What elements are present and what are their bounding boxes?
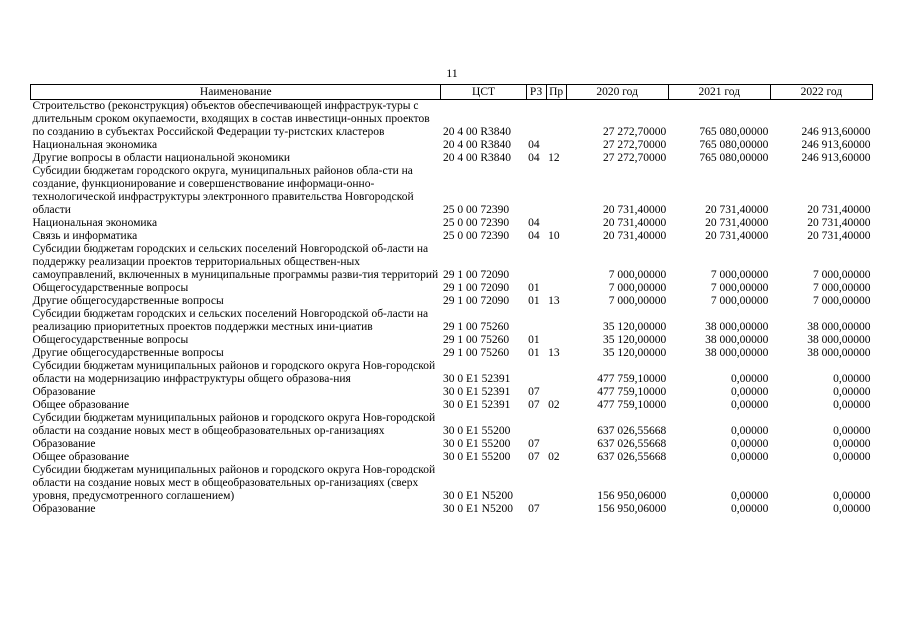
cell-name: Связь и информатика [32,230,138,242]
cell-name: Другие вопросы в области национальной экономики [32,152,291,164]
cell-cst: 29 1 00 75260 [442,347,510,359]
cell-y2022: 0,00000 [833,373,871,385]
cell-pr [546,282,566,295]
cell-y2020: 477 759,10000 [597,373,667,385]
table-row [31,386,873,399]
cell-y2021: 765 080,00000 [699,152,769,164]
cell-y2022: 0,00000 [833,438,871,450]
cell-y2021: 765 080,00000 [699,139,769,151]
cell-y2021: 765 080,00000 [699,126,769,138]
table-row [31,334,873,347]
cell-y2021: 20 731,40000 [705,217,769,229]
cell-cst: 25 0 00 72390 [442,230,510,242]
cell-cst: 29 1 00 72090 [442,282,510,294]
cell-rz: 04 [528,139,540,151]
cell-cst: 30 0 E1 N5200 [442,503,513,515]
cell-y2021: 0,00000 [730,386,769,398]
cell-y2022: 0,00000 [833,490,871,502]
cell-y2021: 0,00000 [730,425,769,437]
cell-pr [546,360,566,386]
cell-name: Общее образование [32,399,130,411]
cell-y2020: 27 272,70000 [602,139,667,151]
table-row [31,438,873,451]
cell-y2020: 7 000,00000 [608,295,667,307]
cell-rz: 07 [528,503,540,515]
cell-name: Образование [32,386,96,398]
cell-name: Субсидии бюджетам муниципальных районов и городского округа Нов-городской области на создание новых мест в общеобразовательных ор-ганизациях (сверх уровня, предусмотренного соглашением) [32,464,436,502]
cell-y2020: 20 731,40000 [602,217,667,229]
cell-cst: 30 0 E1 55200 [442,451,511,463]
table-row [31,230,873,243]
cell-y2020: 20 731,40000 [602,230,667,242]
cell-y2020: 637 026,55668 [597,425,667,437]
cell-y2020: 20 731,40000 [602,204,667,216]
cell-name: Субсидии бюджетам городских и сельских поселений Новгородской об-ласти на поддержку реализации проектов территориальных обществен-ных самоуправлений, включенных в муниципальные программы разви-тия территорий [32,243,439,281]
cell-cst: 30 0 E1 52391 [442,399,511,411]
cell-cst: 29 1 00 72090 [442,295,510,307]
cell-y2021: 20 731,40000 [705,230,769,242]
cell-rz [526,243,546,282]
cell-name: Другие общегосударственные вопросы [32,347,224,359]
cell-cst: 29 1 00 72090 [442,269,510,281]
cell-rz [526,360,546,386]
cell-y2022: 38 000,00000 [807,347,871,359]
cell-y2020: 7 000,00000 [608,269,667,281]
cell-y2022: 7 000,00000 [813,282,871,294]
table-row [31,399,873,412]
cell-y2022: 0,00000 [833,503,871,515]
table-row [31,243,873,282]
header-2021: 2021 год [668,85,770,100]
table-row [31,139,873,152]
cell-rz: 07 [528,451,540,463]
cell-cst: 20 4 00 R3840 [442,126,512,138]
cell-pr [546,243,566,282]
cell-y2022: 246 913,60000 [801,139,871,151]
cell-y2021: 0,00000 [730,438,769,450]
cell-rz: 01 [528,347,540,359]
cell-rz: 07 [528,438,540,450]
table-header-row [31,85,873,100]
cell-pr [546,386,566,399]
cell-name: Общегосударственные вопросы [32,282,189,294]
cell-y2021: 38 000,00000 [705,321,769,333]
cell-pr: 12 [548,152,560,164]
page-number: 11 [446,66,458,80]
cell-y2020: 637 026,55668 [597,438,667,450]
cell-pr [546,464,566,503]
header-rz: РЗ [526,85,546,100]
cell-y2022: 246 913,60000 [801,126,871,138]
cell-name: Национальная экономика [32,217,158,229]
cell-name: Субсидии бюджетам городских и сельских поселений Новгородской об-ласти на реализацию приоритетных проектов поддержки местных ини-циатив [32,308,429,333]
cell-name: Субсидии бюджетам городского округа, муниципальных районов обла-сти на создание, функционирование и совершенствование информаци-онно-технологической инфраструктуры электронного правительства Новгородской области [32,165,414,216]
cell-name: Другие общегосударственные вопросы [32,295,224,307]
table-row [31,360,873,386]
header-name: Наименование [31,85,441,100]
table-row [31,308,873,334]
cell-y2020: 156 950,06000 [597,490,667,502]
cell-cst: 25 0 00 72390 [442,217,510,229]
cell-name: Субсидии бюджетам муниципальных районов и городского округа Нов-городской области на модернизацию инфраструктуры общего образова-ния [32,360,436,385]
header-2022: 2022 год [770,85,872,100]
cell-rz: 04 [528,217,540,229]
cell-y2020: 27 272,70000 [602,126,667,138]
cell-pr [546,334,566,347]
cell-y2022: 38 000,00000 [807,334,871,346]
cell-y2020: 35 120,00000 [602,321,667,333]
cell-pr: 02 [548,451,560,463]
cell-y2022: 7 000,00000 [813,269,871,281]
cell-pr: 13 [548,347,560,359]
cell-y2022: 20 731,40000 [807,217,871,229]
cell-y2021: 7 000,00000 [710,295,769,307]
cell-name: Национальная экономика [32,139,158,151]
cell-y2021: 7 000,00000 [710,269,769,281]
cell-cst: 25 0 00 72390 [442,204,510,216]
cell-name: Общегосударственные вопросы [32,334,189,346]
cell-y2020: 477 759,10000 [597,386,667,398]
cell-name: Образование [32,503,96,515]
cell-rz [526,412,546,438]
cell-y2021: 0,00000 [730,490,769,502]
cell-y2020: 27 272,70000 [602,152,667,164]
cell-pr [546,308,566,334]
cell-rz: 07 [528,386,540,398]
cell-y2020: 35 120,00000 [602,334,667,346]
table-row [31,347,873,360]
table-row [31,451,873,464]
header-2020: 2020 год [566,85,668,100]
cell-name: Субсидии бюджетам муниципальных районов и городского округа Нов-городской области на создание новых мест в общеобразовательных ор-ганизациях [32,412,436,437]
table-row [31,217,873,230]
header-cst: ЦСТ [441,85,526,100]
cell-rz [526,308,546,334]
cell-y2021: 0,00000 [730,373,769,385]
cell-cst: 29 1 00 75260 [442,321,510,333]
cell-y2020: 477 759,10000 [597,399,667,411]
cell-rz: 04 [528,230,540,242]
table-row [31,152,873,165]
cell-pr [546,217,566,230]
table-row [31,295,873,308]
cell-y2022: 0,00000 [833,399,871,411]
cell-pr [546,438,566,451]
table-row [31,282,873,295]
budget-table [30,84,873,516]
cell-pr: 10 [548,230,560,242]
cell-y2020: 637 026,55668 [597,451,667,463]
cell-pr [546,165,566,217]
cell-y2020: 7 000,00000 [608,282,667,294]
cell-y2021: 38 000,00000 [705,347,769,359]
table-row [31,464,873,503]
cell-y2020: 156 950,06000 [597,503,667,515]
cell-rz: 07 [528,399,540,411]
cell-y2021: 38 000,00000 [705,334,769,346]
cell-cst: 30 0 E1 52391 [442,386,511,398]
cell-pr [546,139,566,152]
cell-rz: 01 [528,282,540,294]
cell-pr: 02 [548,399,560,411]
cell-name: Общее образование [32,451,130,463]
cell-y2022: 0,00000 [833,425,871,437]
cell-pr [546,100,566,140]
cell-y2022: 38 000,00000 [807,321,871,333]
cell-rz [526,464,546,503]
cell-cst: 30 0 E1 52391 [442,373,511,385]
cell-rz: 01 [528,295,540,307]
cell-y2021: 0,00000 [730,451,769,463]
cell-name: Образование [32,438,96,450]
cell-y2022: 7 000,00000 [813,295,871,307]
cell-pr: 13 [548,295,560,307]
cell-cst: 29 1 00 75260 [442,334,510,346]
cell-y2022: 246 913,60000 [801,152,871,164]
table-row [31,503,873,516]
cell-rz [526,165,546,217]
cell-pr [546,503,566,516]
cell-cst: 30 0 E1 55200 [442,438,511,450]
cell-cst: 30 0 E1 N5200 [442,490,513,502]
cell-y2022: 0,00000 [833,386,871,398]
cell-y2021: 0,00000 [730,503,769,515]
cell-cst: 30 0 E1 55200 [442,425,511,437]
header-pr: Пр [546,85,566,100]
cell-rz: 04 [528,152,540,164]
cell-pr [546,412,566,438]
cell-y2021: 7 000,00000 [710,282,769,294]
cell-y2022: 0,00000 [833,451,871,463]
cell-y2020: 35 120,00000 [602,347,667,359]
cell-cst: 20 4 00 R3840 [442,152,512,164]
cell-rz [526,100,546,140]
cell-y2021: 0,00000 [730,399,769,411]
cell-rz: 01 [528,334,540,346]
cell-y2021: 20 731,40000 [705,204,769,216]
cell-name: Строительство (реконструкция) объектов обеспечивающей инфраструк-туры с длительным сроком окупаемости, входящих в состав инвестици-онных проектов по созданию в субъектах Российской Федерации ту-ристских кластеров [32,100,430,138]
table-row [31,100,873,140]
cell-y2022: 20 731,40000 [807,204,871,216]
cell-y2022: 20 731,40000 [807,230,871,242]
table-row [31,412,873,438]
table-row [31,165,873,217]
cell-cst: 20 4 00 R3840 [442,139,512,151]
